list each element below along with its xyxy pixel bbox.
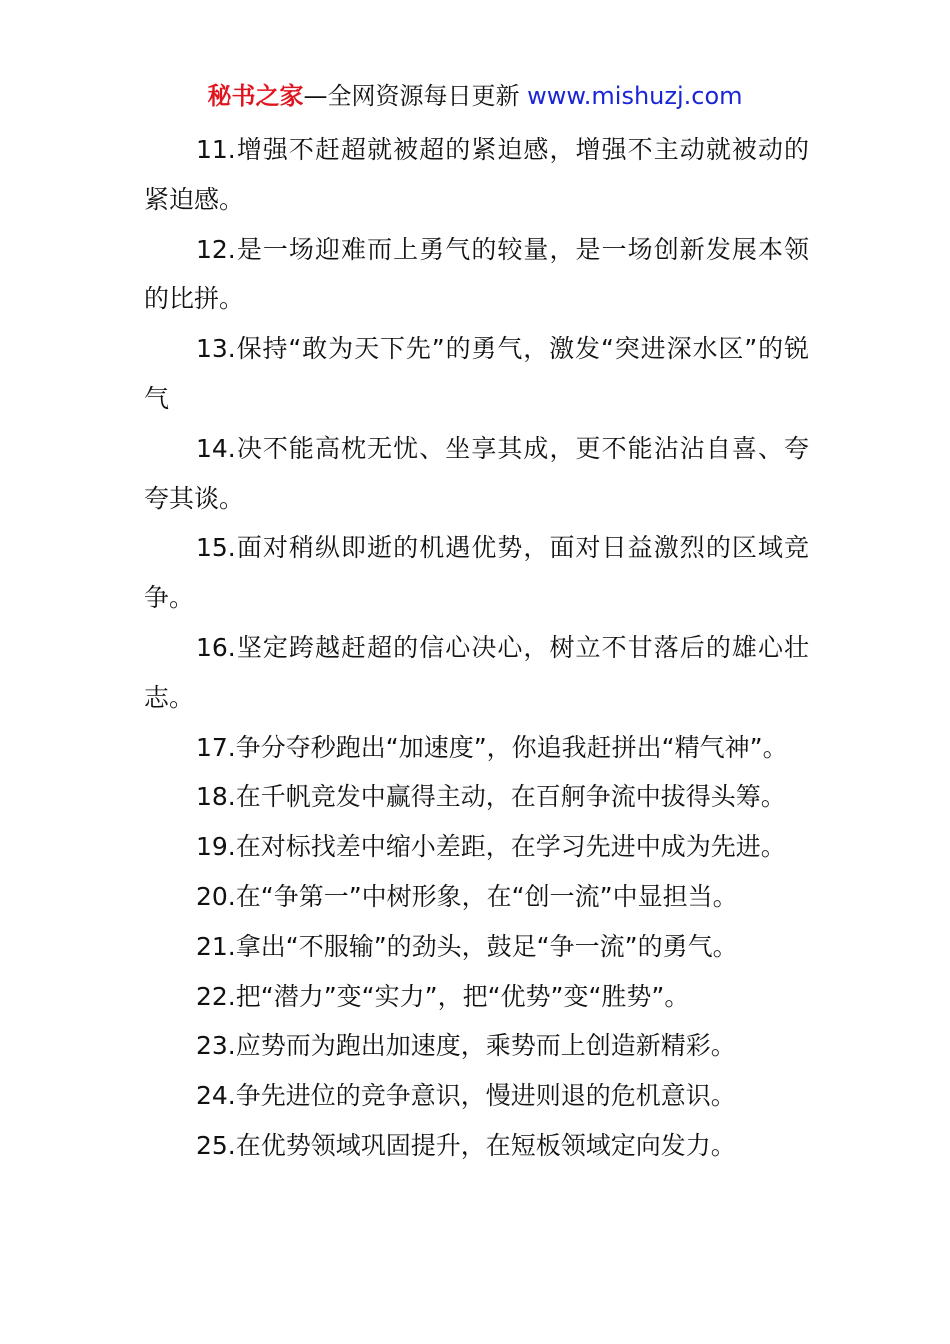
list-item: 16.坚定跨越赶超的信心决心，树立不甘落后的雄心壮志。	[144, 632, 809, 712]
list-item: 18.在千帆竞发中赢得主动，在百舸争流中拔得头筹。	[196, 782, 786, 812]
list-item: 19.在对标找差中缩小差距，在学习先进中成为先进。	[196, 832, 786, 862]
list-item: 15.面对稍纵即逝的机遇优势，面对日益激烈的区域竞争。	[144, 533, 809, 613]
list-item: 14.决不能高枕无忧、坐享其成，更不能沾沾自喜、夸夸其谈。	[144, 433, 809, 513]
page-header	[0, 80, 950, 112]
list-item: 17.争分夺秒跑出“加速度”，你追我赶拼出“精气神”。	[196, 732, 788, 762]
list-item: 11.增强不赶超就被超的紧迫感，增强不主动就被动的紧迫感。	[144, 135, 809, 214]
site-url-link[interactable]: www.mishuzj.com	[527, 82, 743, 110]
list-item: 21.拿出“不服输”的劲头，鼓足“争一流”的勇气。	[196, 931, 738, 961]
list-item: 20.在“争第一”中树形象，在“创一流”中显担当。	[196, 881, 738, 911]
list-item: 24.争先进位的竞争意识，慢进则退的危机意识。	[196, 1081, 736, 1111]
brand-name: 秘书之家	[207, 82, 304, 110]
header-tagline: —全网资源每日更新	[303, 82, 528, 110]
list-item: 25.在优势领域巩固提升，在短板领域定向发力。	[196, 1130, 736, 1160]
list-item: 12.是一场迎难而上勇气的较量，是一场创新发展本领的比拼。	[144, 234, 809, 314]
list-item: 23.应势而为跑出加速度，乘势而上创造新精彩。	[196, 1031, 736, 1061]
list-item: 22.把“潜力”变“实力”，把“优势”变“胜势”。	[196, 981, 690, 1011]
document-body	[144, 125, 809, 1171]
list-item: 13.保持“敢为天下先”的勇气，激发“突进深水区”的锐气	[144, 334, 809, 413]
